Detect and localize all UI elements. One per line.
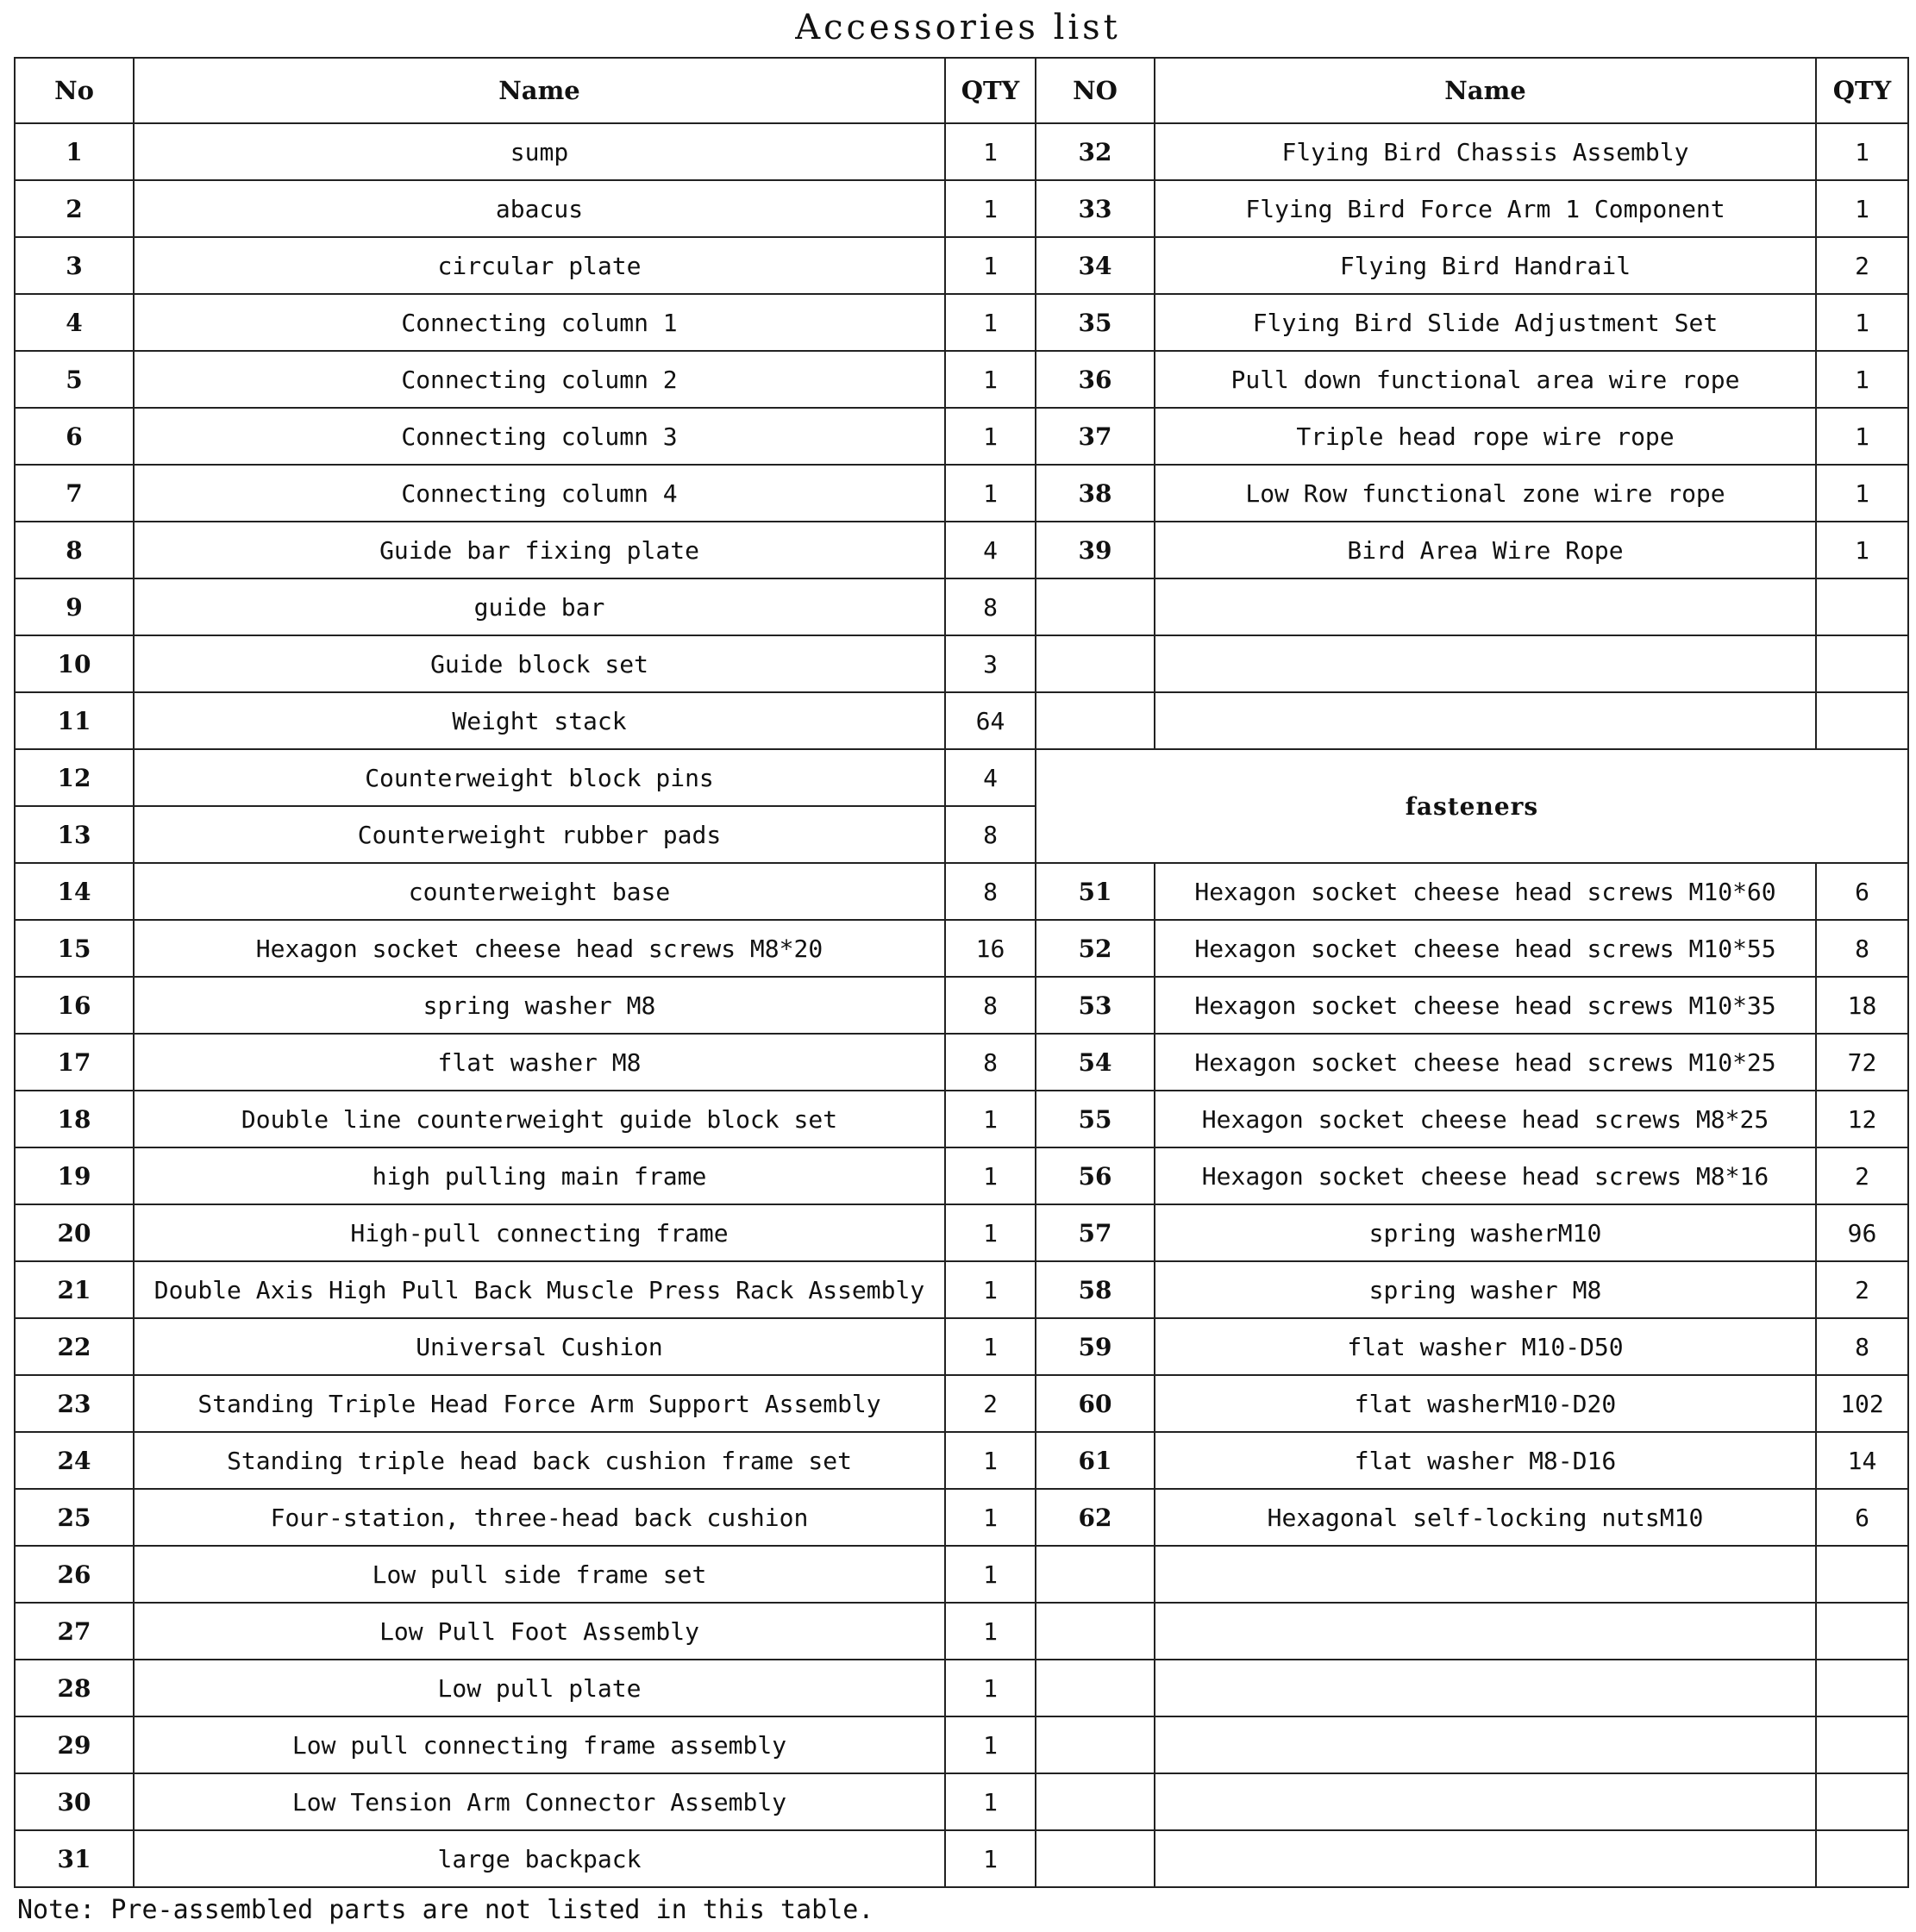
item-qty: 1 <box>945 1432 1036 1489</box>
item-name <box>1155 692 1816 749</box>
item-name: high pulling main frame <box>134 1147 945 1204</box>
item-no: 54 <box>1036 1034 1155 1091</box>
item-qty: 2 <box>945 1375 1036 1432</box>
item-name: Hexagon socket cheese head screws M8*20 <box>134 920 945 977</box>
item-no <box>1036 1660 1155 1716</box>
item-name: abacus <box>134 180 945 237</box>
item-no: 22 <box>15 1318 134 1375</box>
item-name: Connecting column 4 <box>134 465 945 522</box>
table-row <box>15 635 1908 692</box>
item-qty: 1 <box>1816 351 1908 408</box>
item-qty: 8 <box>1816 1318 1908 1375</box>
item-name <box>1155 578 1816 635</box>
item-qty: 1 <box>1816 123 1908 180</box>
item-qty: 1 <box>945 1773 1036 1830</box>
item-qty: 1 <box>1816 465 1908 522</box>
item-name: Hexagon socket cheese head screws M10*35 <box>1155 977 1816 1034</box>
item-no: 15 <box>15 920 134 977</box>
header-name-right: Name <box>1155 58 1816 123</box>
item-qty: 4 <box>945 749 1036 806</box>
table-row <box>15 180 1908 237</box>
fasteners-section-label: fasteners <box>1036 749 1908 863</box>
item-qty: 6 <box>1816 1489 1908 1546</box>
item-name <box>1155 1716 1816 1773</box>
item-no <box>1036 1546 1155 1603</box>
item-no: 58 <box>1036 1261 1155 1318</box>
item-qty: 1 <box>945 351 1036 408</box>
item-qty <box>1816 1546 1908 1603</box>
item-qty: 2 <box>1816 1261 1908 1318</box>
item-name: spring washerM10 <box>1155 1204 1816 1261</box>
item-name: spring washer M8 <box>134 977 945 1034</box>
item-no <box>1036 692 1155 749</box>
item-name: Hexagon socket cheese head screws M8*25 <box>1155 1091 1816 1147</box>
item-qty: 1 <box>945 1489 1036 1546</box>
item-qty: 64 <box>945 692 1036 749</box>
item-qty: 1 <box>945 1830 1036 1887</box>
page-title: Accessories list <box>795 8 1121 47</box>
item-qty: 1 <box>945 123 1036 180</box>
item-qty <box>1816 692 1908 749</box>
item-no: 33 <box>1036 180 1155 237</box>
item-no: 51 <box>1036 863 1155 920</box>
item-no: 32 <box>1036 123 1155 180</box>
table-row <box>15 123 1908 180</box>
item-name: large backpack <box>134 1830 945 1887</box>
item-qty: 1 <box>1816 180 1908 237</box>
item-qty <box>1816 1716 1908 1773</box>
header-row <box>15 58 1908 123</box>
table-row <box>15 1204 1908 1261</box>
item-name: sump <box>134 123 945 180</box>
item-name: Connecting column 3 <box>134 408 945 465</box>
item-name: Pull down functional area wire rope <box>1155 351 1816 408</box>
item-no <box>1036 1830 1155 1887</box>
table-row <box>15 920 1908 977</box>
item-no: 8 <box>15 522 134 578</box>
item-name: Low pull plate <box>134 1660 945 1716</box>
header-no-left: No <box>15 58 134 123</box>
table-row <box>15 237 1908 294</box>
item-name: Connecting column 2 <box>134 351 945 408</box>
item-qty: 8 <box>945 806 1036 863</box>
item-no: 6 <box>15 408 134 465</box>
item-no <box>1036 1716 1155 1773</box>
item-name: Double line counterweight guide block set <box>134 1091 945 1147</box>
item-name: Weight stack <box>134 692 945 749</box>
item-qty: 1 <box>945 294 1036 351</box>
item-qty <box>1816 1603 1908 1660</box>
item-name: flat washerM10-D20 <box>1155 1375 1816 1432</box>
table-row <box>15 977 1908 1034</box>
item-qty: 4 <box>945 522 1036 578</box>
item-name: Universal Cushion <box>134 1318 945 1375</box>
item-qty: 18 <box>1816 977 1908 1034</box>
item-qty: 14 <box>1816 1432 1908 1489</box>
table-row <box>15 1716 1908 1773</box>
item-no: 24 <box>15 1432 134 1489</box>
header-qty-left: QTY <box>945 58 1036 123</box>
item-no: 26 <box>15 1546 134 1603</box>
table-row <box>15 578 1908 635</box>
item-qty: 1 <box>1816 294 1908 351</box>
item-name: Flying Bird Handrail <box>1155 237 1816 294</box>
table-row <box>15 351 1908 408</box>
item-no: 5 <box>15 351 134 408</box>
table-row <box>15 522 1908 578</box>
item-no: 3 <box>15 237 134 294</box>
table-row <box>15 1147 1908 1204</box>
item-name: Standing triple head back cushion frame set <box>134 1432 945 1489</box>
item-qty: 1 <box>945 465 1036 522</box>
item-name: Guide bar fixing plate <box>134 522 945 578</box>
table-row <box>15 465 1908 522</box>
item-qty: 3 <box>945 635 1036 692</box>
item-no: 38 <box>1036 465 1155 522</box>
item-qty: 1 <box>1816 522 1908 578</box>
item-no <box>1036 635 1155 692</box>
item-name: Standing Triple Head Force Arm Support Assembly <box>134 1375 945 1432</box>
item-no: 60 <box>1036 1375 1155 1432</box>
item-name: flat washer M8-D16 <box>1155 1432 1816 1489</box>
item-name: Triple head rope wire rope <box>1155 408 1816 465</box>
table-row <box>15 408 1908 465</box>
item-name: Flying Bird Slide Adjustment Set <box>1155 294 1816 351</box>
item-no: 10 <box>15 635 134 692</box>
item-no: 9 <box>15 578 134 635</box>
item-qty: 1 <box>945 1261 1036 1318</box>
table-row <box>15 1091 1908 1147</box>
item-no: 61 <box>1036 1432 1155 1489</box>
item-name: spring washer M8 <box>1155 1261 1816 1318</box>
item-name: circular plate <box>134 237 945 294</box>
item-qty: 8 <box>1816 920 1908 977</box>
table-row <box>15 1773 1908 1830</box>
item-qty: 1 <box>945 1546 1036 1603</box>
table-row <box>15 1603 1908 1660</box>
item-qty: 1 <box>945 1204 1036 1261</box>
item-no: 23 <box>15 1375 134 1432</box>
header-name-left: Name <box>134 58 945 123</box>
item-no <box>1036 578 1155 635</box>
item-no: 36 <box>1036 351 1155 408</box>
item-qty: 1 <box>945 1603 1036 1660</box>
item-no <box>1036 1773 1155 1830</box>
item-no: 28 <box>15 1660 134 1716</box>
item-qty: 1 <box>945 180 1036 237</box>
item-name: Counterweight rubber pads <box>134 806 945 863</box>
item-name <box>1155 1660 1816 1716</box>
item-qty: 8 <box>945 578 1036 635</box>
item-qty: 1 <box>945 1660 1036 1716</box>
table-row <box>15 1546 1908 1603</box>
item-name <box>1155 635 1816 692</box>
item-name: Low Row functional zone wire rope <box>1155 465 1816 522</box>
item-name <box>1155 1603 1816 1660</box>
item-no: 35 <box>1036 294 1155 351</box>
item-name: High-pull connecting frame <box>134 1204 945 1261</box>
item-no: 7 <box>15 465 134 522</box>
item-qty <box>1816 1660 1908 1716</box>
table-row <box>15 1432 1908 1489</box>
item-qty <box>1816 1773 1908 1830</box>
item-no: 37 <box>1036 408 1155 465</box>
item-no: 1 <box>15 123 134 180</box>
item-no: 17 <box>15 1034 134 1091</box>
item-name: Hexagon socket cheese head screws M10*60 <box>1155 863 1816 920</box>
item-name: Bird Area Wire Rope <box>1155 522 1816 578</box>
item-name: Low Pull Foot Assembly <box>134 1603 945 1660</box>
item-name: guide bar <box>134 578 945 635</box>
item-no: 12 <box>15 749 134 806</box>
item-no: 2 <box>15 180 134 237</box>
item-no: 21 <box>15 1261 134 1318</box>
item-qty: 1 <box>945 408 1036 465</box>
table-row <box>15 1489 1908 1546</box>
footnote: Note: Pre-assembled parts are not listed in this table. <box>17 1895 874 1925</box>
item-no: 25 <box>15 1489 134 1546</box>
item-no: 11 <box>15 692 134 749</box>
item-name <box>1155 1546 1816 1603</box>
item-qty: 8 <box>945 977 1036 1034</box>
item-name: Low pull side frame set <box>134 1546 945 1603</box>
accessories-table <box>14 57 1909 1888</box>
item-no: 16 <box>15 977 134 1034</box>
item-no: 18 <box>15 1091 134 1147</box>
item-qty: 2 <box>1816 237 1908 294</box>
item-name: Double Axis High Pull Back Muscle Press Rack Assembly <box>134 1261 945 1318</box>
item-name: Counterweight block pins <box>134 749 945 806</box>
table-row <box>15 863 1908 920</box>
item-qty: 1 <box>945 237 1036 294</box>
item-name: Hexagon socket cheese head screws M8*16 <box>1155 1147 1816 1204</box>
item-no: 62 <box>1036 1489 1155 1546</box>
item-no: 13 <box>15 806 134 863</box>
item-no <box>1036 1603 1155 1660</box>
item-name <box>1155 1773 1816 1830</box>
table-row <box>15 749 1908 806</box>
item-name <box>1155 1830 1816 1887</box>
header-qty-right: QTY <box>1816 58 1908 123</box>
item-qty: 8 <box>945 1034 1036 1091</box>
item-qty: 102 <box>1816 1375 1908 1432</box>
item-no: 59 <box>1036 1318 1155 1375</box>
item-qty: 1 <box>1816 408 1908 465</box>
item-qty: 16 <box>945 920 1036 977</box>
item-no: 52 <box>1036 920 1155 977</box>
item-qty: 72 <box>1816 1034 1908 1091</box>
item-qty: 96 <box>1816 1204 1908 1261</box>
item-qty: 2 <box>1816 1147 1908 1204</box>
item-qty: 12 <box>1816 1091 1908 1147</box>
item-name: Connecting column 1 <box>134 294 945 351</box>
item-name: Low pull connecting frame assembly <box>134 1716 945 1773</box>
table-row <box>15 1830 1908 1887</box>
item-qty <box>1816 635 1908 692</box>
item-no: 34 <box>1036 237 1155 294</box>
table-body <box>15 123 1908 1887</box>
table-row <box>15 294 1908 351</box>
item-no: 57 <box>1036 1204 1155 1261</box>
item-name: Four-station, three-head back cushion <box>134 1489 945 1546</box>
item-name: flat washer M10-D50 <box>1155 1318 1816 1375</box>
item-no: 53 <box>1036 977 1155 1034</box>
item-qty: 1 <box>945 1716 1036 1773</box>
table-row <box>15 1318 1908 1375</box>
item-qty: 1 <box>945 1318 1036 1375</box>
item-no: 29 <box>15 1716 134 1773</box>
item-qty <box>1816 578 1908 635</box>
item-qty <box>1816 1830 1908 1887</box>
item-name: Hexagonal self-locking nutsM10 <box>1155 1489 1816 1546</box>
table-row <box>15 1660 1908 1716</box>
item-no: 31 <box>15 1830 134 1887</box>
item-name: Flying Bird Force Arm 1 Component <box>1155 180 1816 237</box>
item-no: 27 <box>15 1603 134 1660</box>
table-row <box>15 692 1908 749</box>
header-no-right: NO <box>1036 58 1155 123</box>
item-no: 55 <box>1036 1091 1155 1147</box>
item-name: Low Tension Arm Connector Assembly <box>134 1773 945 1830</box>
item-no: 20 <box>15 1204 134 1261</box>
item-qty: 6 <box>1816 863 1908 920</box>
table-row <box>15 1261 1908 1318</box>
item-name: Guide block set <box>134 635 945 692</box>
item-name: flat washer M8 <box>134 1034 945 1091</box>
item-no: 14 <box>15 863 134 920</box>
item-no: 19 <box>15 1147 134 1204</box>
table-row <box>15 1375 1908 1432</box>
item-no: 4 <box>15 294 134 351</box>
item-qty: 8 <box>945 863 1036 920</box>
item-no: 30 <box>15 1773 134 1830</box>
item-qty: 1 <box>945 1091 1036 1147</box>
item-no: 56 <box>1036 1147 1155 1204</box>
item-no: 39 <box>1036 522 1155 578</box>
item-name: counterweight base <box>134 863 945 920</box>
item-qty: 1 <box>945 1147 1036 1204</box>
item-name: Hexagon socket cheese head screws M10*55 <box>1155 920 1816 977</box>
table-row <box>15 1034 1908 1091</box>
item-name: Flying Bird Chassis Assembly <box>1155 123 1816 180</box>
item-name: Hexagon socket cheese head screws M10*25 <box>1155 1034 1816 1091</box>
